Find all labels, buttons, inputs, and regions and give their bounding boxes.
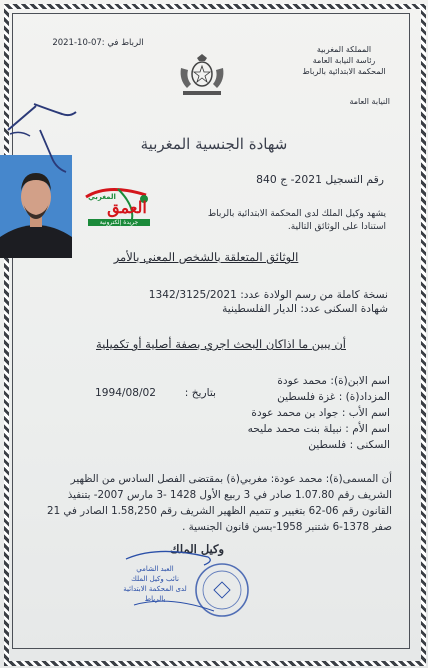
- doc-line-birth-record: نسخة كاملة من رسم الولادة عدد: 1342/3125/2021: [148, 289, 388, 301]
- field-residence: [250, 438, 390, 452]
- field-mother: [186, 422, 390, 436]
- field-birthdate-label: بتاريخ :: [184, 387, 216, 399]
- documents-heading: الوثائق المتعلقة بالشخص المعني بالأمر: [113, 250, 299, 264]
- field-birthplace-value: غزة فلسطين: [277, 391, 336, 403]
- witness-line-1: يشهد وكيل الملك لدى المحكمة الابتدائية بالرباط: [207, 209, 386, 219]
- field-name-value: محمد عودة: [277, 375, 327, 387]
- issuer-line-2: رئاسة النيابة العامة: [312, 56, 376, 65]
- field-residence-label: السكنى :: [349, 439, 390, 451]
- field-father-label: اسم الأب :: [341, 407, 390, 419]
- conclusion-line-1: أن المسمى(ة): محمد عودة: مغربي(ة) بمقتضى الفصل السادس من الظهير: [70, 473, 392, 485]
- field-birthplace-label: المزداد(ة) :: [338, 391, 390, 403]
- witness-line-2: استنادا على الوثائق التالية.: [287, 222, 386, 232]
- field-birthplace: [250, 390, 390, 404]
- logo-main-text: العمق: [107, 198, 147, 217]
- official-seal-icon: [186, 560, 256, 620]
- conclusion-line-4: صفر 1378-6 شتنبر 1958-بسن قانون الجنسية .: [182, 521, 392, 533]
- research-heading: أن يبين ما اذاكان البحث اجري بصفة أصلية أو تكميلية: [96, 337, 346, 351]
- field-birthdate-value: 1994/08/02: [94, 387, 157, 399]
- field-birthdate: [76, 386, 216, 400]
- conclusion-line-2: الشريف رقم 1.07.80 صادر في 3 ربيع الأول 1428 -3 مارس 2007- بتنفيذ: [67, 489, 392, 501]
- field-mother-label: اسم الأم :: [345, 423, 390, 435]
- logo-sub-text: جريدة إلكترونية: [88, 219, 150, 226]
- field-father: [196, 406, 390, 420]
- field-name-label: اسم الابن(ة):: [330, 375, 390, 387]
- pen-scribble: [0, 100, 100, 190]
- registration-number: رقم التسجيل 2021- ج 840: [256, 173, 384, 186]
- field-residence-value: فلسطين: [308, 439, 347, 451]
- field-father-value: جواد بن محمد عودة: [251, 407, 339, 419]
- issuer-line-1: المملكة المغربية: [316, 45, 372, 54]
- stamp-line-1: العبد الشامي: [136, 565, 174, 573]
- issuer-office: النيابة العامة: [349, 97, 390, 106]
- royal-emblem-icon: [177, 54, 227, 98]
- document-date: الرباط في :07-10-2021: [52, 38, 144, 48]
- doc-line-residence: شهادة السكنى عدد: الديار الفلسطينية: [222, 303, 388, 315]
- field-mother-value: نبيلة بنت محمد مليحه: [247, 423, 342, 435]
- conclusion-line-3: القانون رقم 06-62 بتغيير و تتميم الظهير الشريف رقم 1.58,250 الصادر في 21: [47, 505, 392, 517]
- field-name: [240, 374, 390, 388]
- stamp-line-2: نائب وكيل الملك: [131, 575, 179, 583]
- document-title: شهادة الجنسية المغربية: [140, 135, 288, 153]
- issuer-block: [290, 44, 398, 77]
- issuer-line-3: المحكمة الابتدائية بالرباط: [302, 67, 386, 76]
- logo-top-text: المغربي: [88, 193, 116, 201]
- stamp-line-3: لدى المحكمة الابتدائية بالرباط: [123, 585, 187, 603]
- signature-title: وكيل الملك: [169, 542, 225, 556]
